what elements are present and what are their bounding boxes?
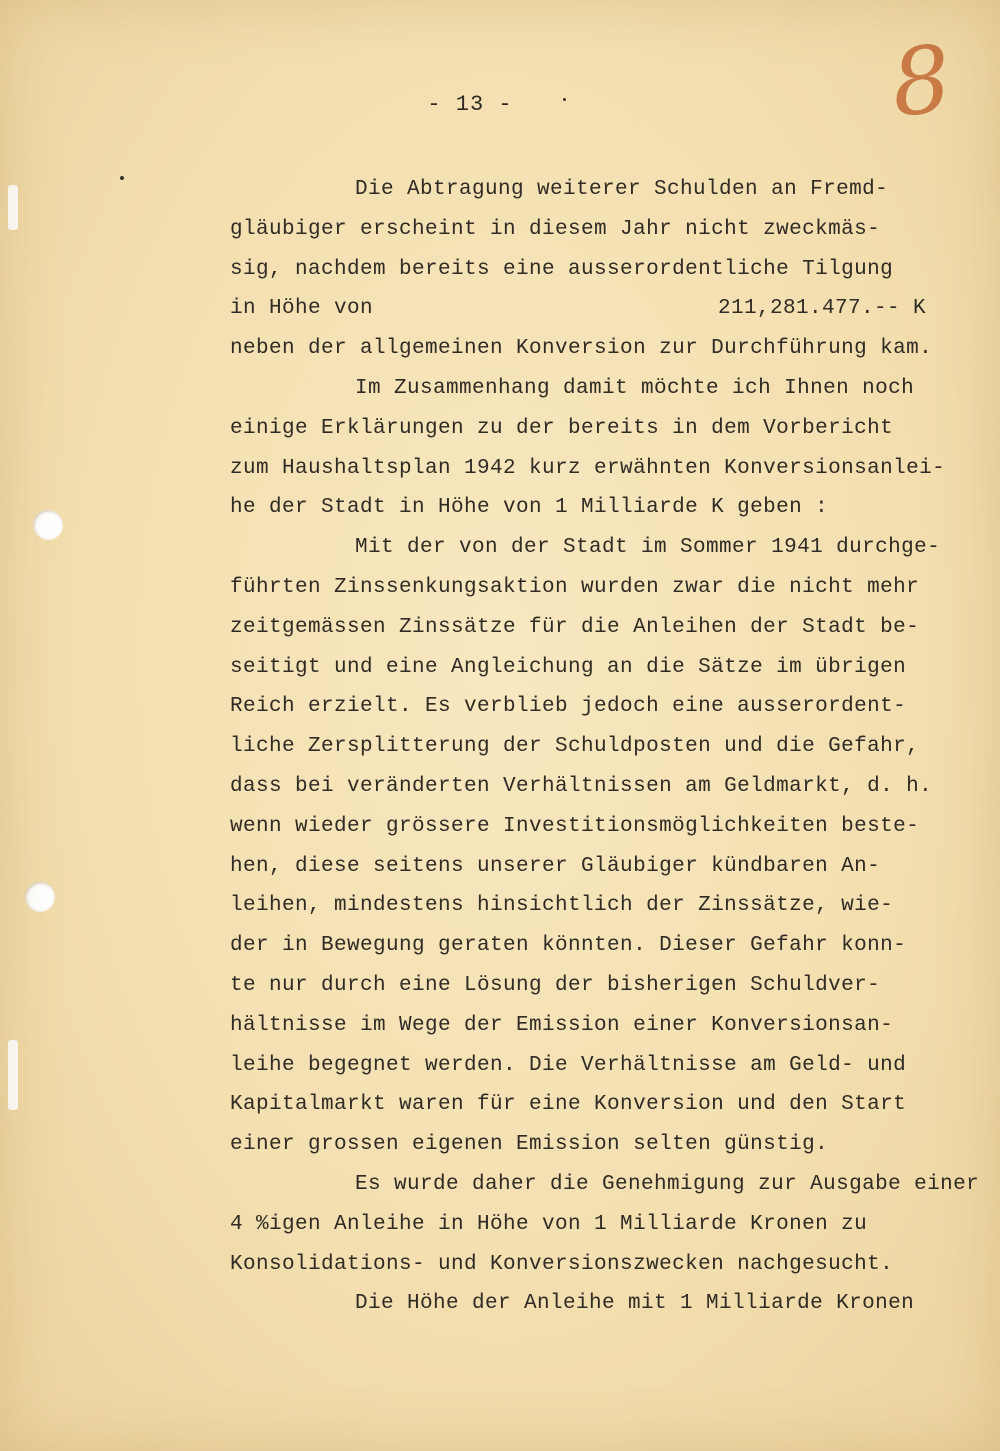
text-line: führten Zinssenkungsaktion wurden zwar die nicht mehr — [230, 575, 920, 599]
text-line: wenn wieder grössere Investitionsmöglichkeiten beste- — [230, 814, 920, 838]
text-line: sig, nachdem bereits eine ausserordentliche Tilgung — [230, 257, 894, 281]
handwritten-folio-number: 8 — [886, 25, 956, 138]
text-line: te nur durch eine Lösung der bisherigen Schuldver- — [230, 973, 881, 997]
text-line: 4 %igen Anleihe in Höhe von 1 Milliarde Kronen zu — [230, 1212, 868, 1236]
body-text — [230, 170, 980, 1324]
text-line: leihen, mindestens hinsichtlich der Zinssätze, wie- — [230, 894, 894, 918]
text-line: Konsolidations- und Konversionszwecken nachgesucht. — [230, 1252, 894, 1276]
text-line: Die Höhe der Anleihe mit 1 Milliarde Kronen — [355, 1292, 915, 1316]
punch-hole-top — [33, 510, 63, 540]
text-line: einer grossen eigenen Emission selten günstig. — [230, 1133, 829, 1157]
text-line: Es wurde daher die Genehmigung zur Ausgabe einer — [355, 1172, 980, 1196]
text-line: hältnisse im Wege der Emission einer Konversionsan- — [230, 1013, 894, 1037]
text-line: zum Haushaltsplan 1942 kurz erwähnten Konversionsanlei- — [230, 456, 946, 480]
text-fragment: in Höhe von — [230, 297, 374, 321]
text-line: leihe begegnet werden. Die Verhältnisse am Geld- und — [230, 1053, 907, 1077]
text-line: zeitgemässen Zinssätze für die Anleihen der Stadt be- — [230, 615, 920, 639]
page-number: - 13 - — [427, 92, 513, 117]
text-line: seitigt und eine Angleichung an die Sätze im übrigen — [230, 655, 907, 679]
paper-tear-top — [8, 185, 18, 230]
text-line: liche Zersplitterung der Schuldposten und die Gefahr, — [230, 735, 920, 759]
text-line: dass bei veränderten Verhältnissen am Geldmarkt, d. h. — [230, 774, 933, 798]
ink-speck — [563, 98, 566, 101]
amount-value: 211,281.477.-- K — [718, 297, 927, 321]
text-line-with-amount — [230, 289, 970, 329]
text-line: Mit der von der Stadt im Sommer 1941 durchge- — [355, 536, 941, 560]
text-line: Kapitalmarkt waren für eine Konversion und den Start — [230, 1093, 907, 1117]
punch-hole-bottom — [25, 882, 55, 912]
text-line: Reich erzielt. Es verblieb jedoch eine ausserordent- — [230, 695, 907, 719]
text-line: einige Erklärungen zu der bereits in dem Vorbericht — [230, 416, 894, 440]
text-line: Im Zusammenhang damit möchte ich Ihnen noch — [355, 376, 915, 400]
text-line: hen, diese seitens unserer Gläubiger kündbaren An- — [230, 854, 881, 878]
text-line: gläubiger erscheint in diesem Jahr nicht zweckmäs- — [230, 217, 881, 241]
ink-speck — [120, 176, 124, 180]
text-line: Die Abtragung weiterer Schulden an Fremd- — [355, 178, 889, 201]
text-line: neben der allgemeinen Konversion zur Durchführung kam. — [230, 337, 933, 361]
text-line: he der Stadt in Höhe von 1 Milliarde K geben : — [230, 496, 829, 520]
text-line: der in Bewegung geraten könnten. Dieser Gefahr konn- — [230, 934, 907, 958]
paper-tear-bottom — [8, 1040, 18, 1110]
